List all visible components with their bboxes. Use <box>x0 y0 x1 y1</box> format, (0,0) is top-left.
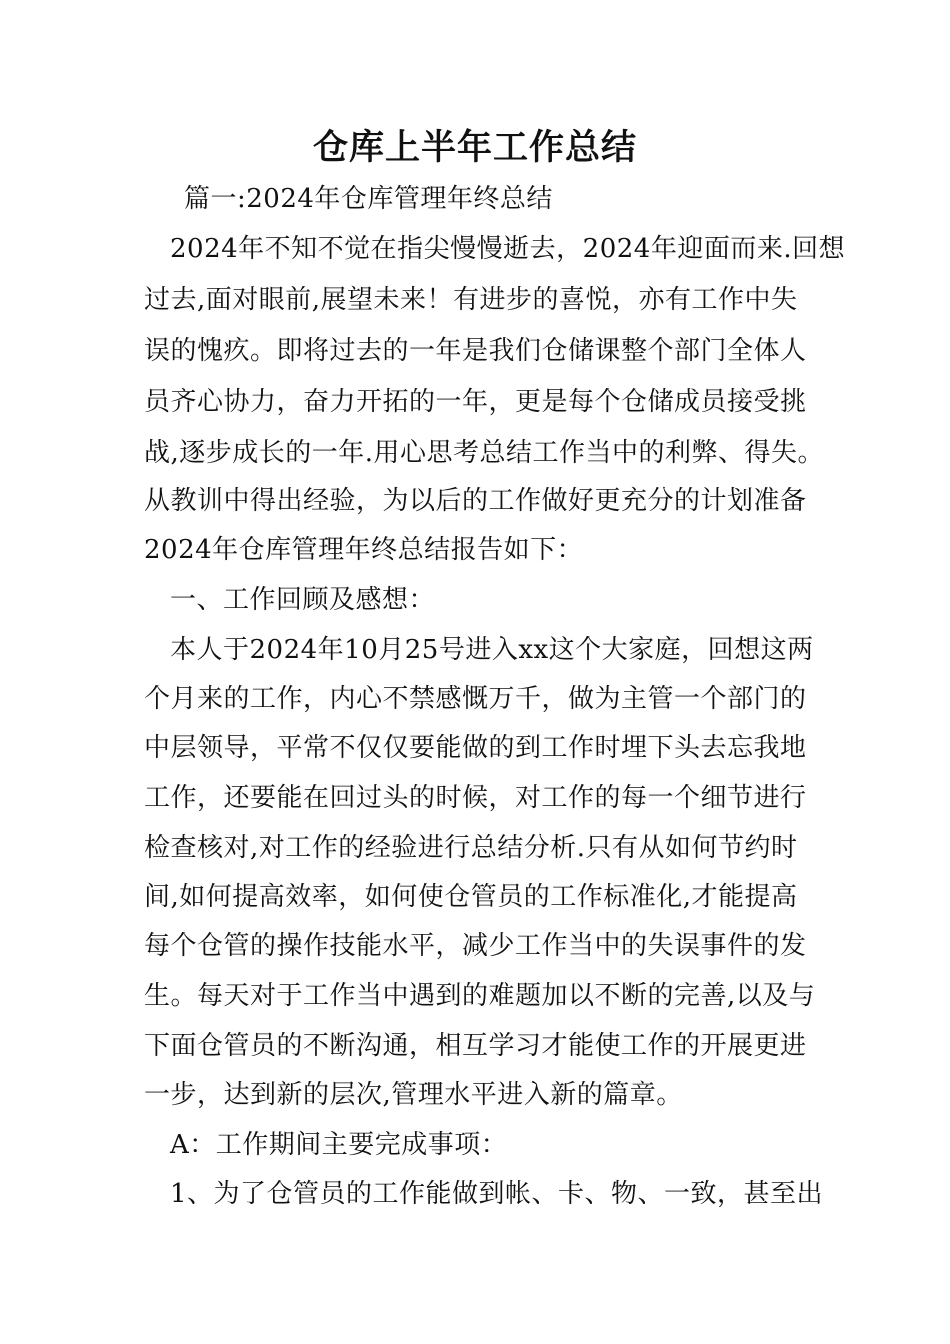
paragraph-line: 从教训中得出经验，为以后的工作做好更充分的计划准备 <box>144 486 807 516</box>
paragraph-line: 个月来的工作，内心不禁感慨万千，做为主管一个部门的 <box>144 684 807 714</box>
paragraph-line: 中层领导，平常不仅仅要能做的到工作时埋下头去忘我地 <box>144 733 807 763</box>
paragraph-line: 本人于2024年10月25号进入xx这个大家庭，回想这两 <box>170 635 814 665</box>
paragraph-line: 下面仓管员的不断沟通，相互学习才能使工作的开展更进 <box>144 1031 807 1061</box>
paragraph-line: 生。每天对于工作当中遇到的难题加以不断的完善,以及与 <box>144 981 816 1011</box>
paragraph-line: 员齐心协力，奋力开拓的一年，更是每个仓储成员接受挑 <box>144 387 807 417</box>
paragraph-line: 间,如何提高效率，如何使仓管员的工作标准化,才能提高 <box>144 882 798 912</box>
paragraph-line: 战,逐步成长的一年.用心思考总结工作当中的利弊、得失。 <box>144 438 825 468</box>
paragraph-line: 工作，还要能在回过头的时候，对工作的每一个细节进行 <box>144 783 807 813</box>
document-subtitle: 篇一:2024年仓库管理年终总结 <box>184 184 553 214</box>
paragraph-line: 一步，达到新的层次,管理水平进入新的篇章。 <box>144 1080 683 1110</box>
paragraph-line: 1、为了仓管员的工作能做到帐、卡、物、一致，甚至出 <box>170 1179 824 1209</box>
section-heading: 一、工作回顾及感想： <box>170 585 436 615</box>
document-title: 仓库上半年工作总结 <box>312 127 637 168</box>
paragraph-line: 2024年仓库管理年终总结报告如下： <box>144 535 584 565</box>
paragraph-line: 每个仓管的操作技能水平，减少工作当中的失误事件的发 <box>144 931 807 961</box>
paragraph-line: 误的愧疚。即将过去的一年是我们仓储课整个部门全体人 <box>144 336 807 366</box>
paragraph-line: 过去,面对眼前,展望未来！有进步的喜悦，亦有工作中失 <box>144 285 798 315</box>
section-heading: A：工作期间主要完成事项： <box>170 1130 508 1160</box>
paragraph-line: 检查核对,对工作的经验进行总结分析.只有从如何节约时 <box>144 833 798 863</box>
paragraph-line: 2024年不知不觉在指尖慢慢逝去，2024年迎面而来.回想 <box>170 234 846 264</box>
